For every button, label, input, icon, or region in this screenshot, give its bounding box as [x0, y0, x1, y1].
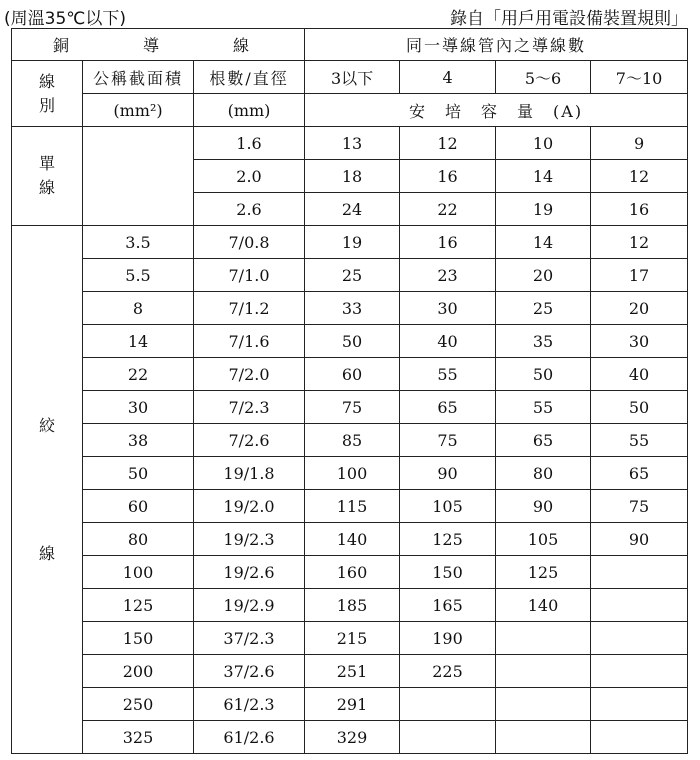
ampacity-3-or-less: 24 — [305, 193, 400, 226]
conductors-in-conduit-header: 同一導線管內之導線數 — [305, 29, 688, 61]
ampacity-4: 125 — [400, 523, 496, 556]
ampacity-5-6: 14 — [496, 226, 591, 259]
stranded-group-label-char-1: 絞 — [38, 415, 55, 435]
strands-diameter: 7/1.2 — [194, 292, 305, 325]
strands-diameter: 37/2.6 — [194, 655, 305, 688]
ampacity-7-10 — [591, 589, 688, 622]
ampacity-7-10: 12 — [591, 226, 688, 259]
ampacity-3-or-less: 140 — [305, 523, 400, 556]
ampacity-3-or-less: 19 — [305, 226, 400, 259]
nominal-area: 38 — [83, 424, 194, 457]
header-row-1 — [12, 29, 688, 61]
table-row — [12, 523, 688, 556]
ampacity-3-or-less: 50 — [305, 325, 400, 358]
ampacity-3-or-less: 13 — [305, 127, 400, 160]
ampacity-4: 105 — [400, 490, 496, 523]
table-row — [12, 325, 688, 358]
ampacity-5-6 — [496, 688, 591, 721]
strands-diameter: 7/1.0 — [194, 259, 305, 292]
col-header-4: 4 — [400, 61, 496, 94]
table-row — [12, 292, 688, 325]
wire-type-char-2: 別 — [38, 95, 55, 115]
nominal-area-unit: (mm²) — [83, 94, 194, 127]
ampacity-5-6: 10 — [496, 127, 591, 160]
table-row — [12, 622, 688, 655]
ampacity-4: 16 — [400, 160, 496, 193]
ampacity-4: 190 — [400, 622, 496, 655]
nominal-area: 8 — [83, 292, 194, 325]
ampacity-5-6 — [496, 622, 591, 655]
strands-unit: (mm) — [194, 94, 305, 127]
strands-diameter: 7/2.3 — [194, 391, 305, 424]
nominal-area: 200 — [83, 655, 194, 688]
ampacity-3-or-less: 291 — [305, 688, 400, 721]
ampacity-4 — [400, 688, 496, 721]
table-row — [12, 259, 688, 292]
ampacity-4: 150 — [400, 556, 496, 589]
ampacity-7-10: 17 — [591, 259, 688, 292]
ampacity-table — [11, 28, 688, 754]
ampacity-5-6: 105 — [496, 523, 591, 556]
nominal-area-header: 公稱截面積 — [83, 61, 194, 94]
ampacity-4: 16 — [400, 226, 496, 259]
nominal-area: 5.5 — [83, 259, 194, 292]
ampacity-7-10 — [591, 688, 688, 721]
wire-type-char-1: 線 — [38, 71, 55, 91]
ampacity-3-or-less: 100 — [305, 457, 400, 490]
ampacity-header: 安 培 容 量 (A) — [305, 94, 688, 127]
ampacity-5-6: 14 — [496, 160, 591, 193]
ampacity-7-10: 16 — [591, 193, 688, 226]
ampacity-4: 40 — [400, 325, 496, 358]
ampacity-5-6: 90 — [496, 490, 591, 523]
nominal-area: 150 — [83, 622, 194, 655]
solid-group-label-char-1: 單 — [38, 154, 55, 173]
ampacity-5-6: 65 — [496, 424, 591, 457]
table-row — [12, 424, 688, 457]
ampacity-7-10 — [591, 721, 688, 754]
ampacity-5-6: 55 — [496, 391, 591, 424]
ampacity-4: 12 — [400, 127, 496, 160]
ampacity-5-6: 20 — [496, 259, 591, 292]
nominal-area: 50 — [83, 457, 194, 490]
strands-diameter: 19/1.8 — [194, 457, 305, 490]
solid-area-empty — [83, 127, 194, 226]
ampacity-7-10 — [591, 622, 688, 655]
nominal-area: 250 — [83, 688, 194, 721]
solid-group-label — [12, 127, 83, 226]
wire-size: 2.0 — [194, 160, 305, 193]
nominal-area: 100 — [83, 556, 194, 589]
ampacity-3-or-less: 215 — [305, 622, 400, 655]
ampacity-3-or-less: 85 — [305, 424, 400, 457]
nominal-area: 22 — [83, 358, 194, 391]
ampacity-5-6 — [496, 721, 591, 754]
table-row — [12, 358, 688, 391]
ampacity-3-or-less: 33 — [305, 292, 400, 325]
table-row — [12, 127, 688, 160]
nominal-area: 3.5 — [83, 226, 194, 259]
strands-diameter: 19/2.3 — [194, 523, 305, 556]
ampacity-3-or-less: 251 — [305, 655, 400, 688]
ampacity-7-10: 20 — [591, 292, 688, 325]
strands-diameter: 7/0.8 — [194, 226, 305, 259]
table-row — [12, 226, 688, 259]
col-header-5-6: 5～6 — [496, 61, 591, 94]
ampacity-7-10: 55 — [591, 424, 688, 457]
ampacity-5-6 — [496, 655, 591, 688]
ampacity-3-or-less: 329 — [305, 721, 400, 754]
ampacity-4 — [400, 721, 496, 754]
ampacity-3-or-less: 60 — [305, 358, 400, 391]
nominal-area: 60 — [83, 490, 194, 523]
ampacity-4: 23 — [400, 259, 496, 292]
solid-group-label-char-2: 線 — [38, 178, 55, 197]
strands-diameter: 19/2.9 — [194, 589, 305, 622]
ampacity-5-6: 19 — [496, 193, 591, 226]
ampacity-3-or-less: 75 — [305, 391, 400, 424]
ampacity-3-or-less: 115 — [305, 490, 400, 523]
ampacity-7-10: 30 — [591, 325, 688, 358]
ampacity-5-6: 140 — [496, 589, 591, 622]
ampacity-3-or-less: 160 — [305, 556, 400, 589]
ampacity-5-6: 50 — [496, 358, 591, 391]
stranded-group-label — [12, 226, 83, 754]
nominal-area: 30 — [83, 391, 194, 424]
ampacity-7-10 — [591, 556, 688, 589]
header-row-2 — [12, 61, 688, 94]
nominal-area: 125 — [83, 589, 194, 622]
table-row — [12, 391, 688, 424]
ampacity-5-6: 125 — [496, 556, 591, 589]
ampacity-5-6: 80 — [496, 457, 591, 490]
strands-diameter: 7/1.6 — [194, 325, 305, 358]
strands-diameter: 37/2.3 — [194, 622, 305, 655]
table-row — [12, 688, 688, 721]
ampacity-4: 165 — [400, 589, 496, 622]
ampacity-5-6: 25 — [496, 292, 591, 325]
stranded-group-label-char-2: 線 — [38, 543, 55, 563]
table-row — [12, 490, 688, 523]
strands-diameter-header: 根數/直徑 — [194, 61, 305, 94]
strands-diameter: 7/2.6 — [194, 424, 305, 457]
wire-size: 1.6 — [194, 127, 305, 160]
ampacity-7-10: 75 — [591, 490, 688, 523]
table-row — [12, 556, 688, 589]
ampacity-7-10 — [591, 655, 688, 688]
ampacity-7-10: 65 — [591, 457, 688, 490]
ampacity-4: 90 — [400, 457, 496, 490]
strands-diameter: 19/2.6 — [194, 556, 305, 589]
table-row — [12, 655, 688, 688]
wire-size: 2.6 — [194, 193, 305, 226]
ampacity-4: 22 — [400, 193, 496, 226]
ampacity-4: 75 — [400, 424, 496, 457]
ampacity-3-or-less: 18 — [305, 160, 400, 193]
ampacity-4: 30 — [400, 292, 496, 325]
ampacity-4: 225 — [400, 655, 496, 688]
table-row — [12, 721, 688, 754]
strands-diameter: 61/2.3 — [194, 688, 305, 721]
ampacity-3-or-less: 185 — [305, 589, 400, 622]
table-row — [12, 457, 688, 490]
ampacity-7-10: 9 — [591, 127, 688, 160]
strands-diameter: 61/2.6 — [194, 721, 305, 754]
col-header-3-or-less: 3以下 — [305, 61, 400, 94]
wire-type-header — [12, 61, 83, 127]
ampacity-4: 55 — [400, 358, 496, 391]
nominal-area: 14 — [83, 325, 194, 358]
ampacity-3-or-less: 25 — [305, 259, 400, 292]
header-row-3 — [12, 94, 688, 127]
strands-diameter: 7/2.0 — [194, 358, 305, 391]
ampacity-7-10: 50 — [591, 391, 688, 424]
copper-wire-header: 銅 導 線 — [12, 29, 305, 61]
source-note: 錄自「用戶用電設備裝置規則」 — [450, 9, 688, 29]
strands-diameter: 19/2.0 — [194, 490, 305, 523]
ampacity-7-10: 12 — [591, 160, 688, 193]
ampacity-5-6: 35 — [496, 325, 591, 358]
col-header-7-10: 7～10 — [591, 61, 688, 94]
ampacity-4: 65 — [400, 391, 496, 424]
table-row — [12, 589, 688, 622]
ampacity-7-10: 90 — [591, 523, 688, 556]
nominal-area: 80 — [83, 523, 194, 556]
ampacity-7-10: 40 — [591, 358, 688, 391]
nominal-area: 325 — [83, 721, 194, 754]
temperature-note: (周溫35℃以下) — [4, 9, 126, 29]
